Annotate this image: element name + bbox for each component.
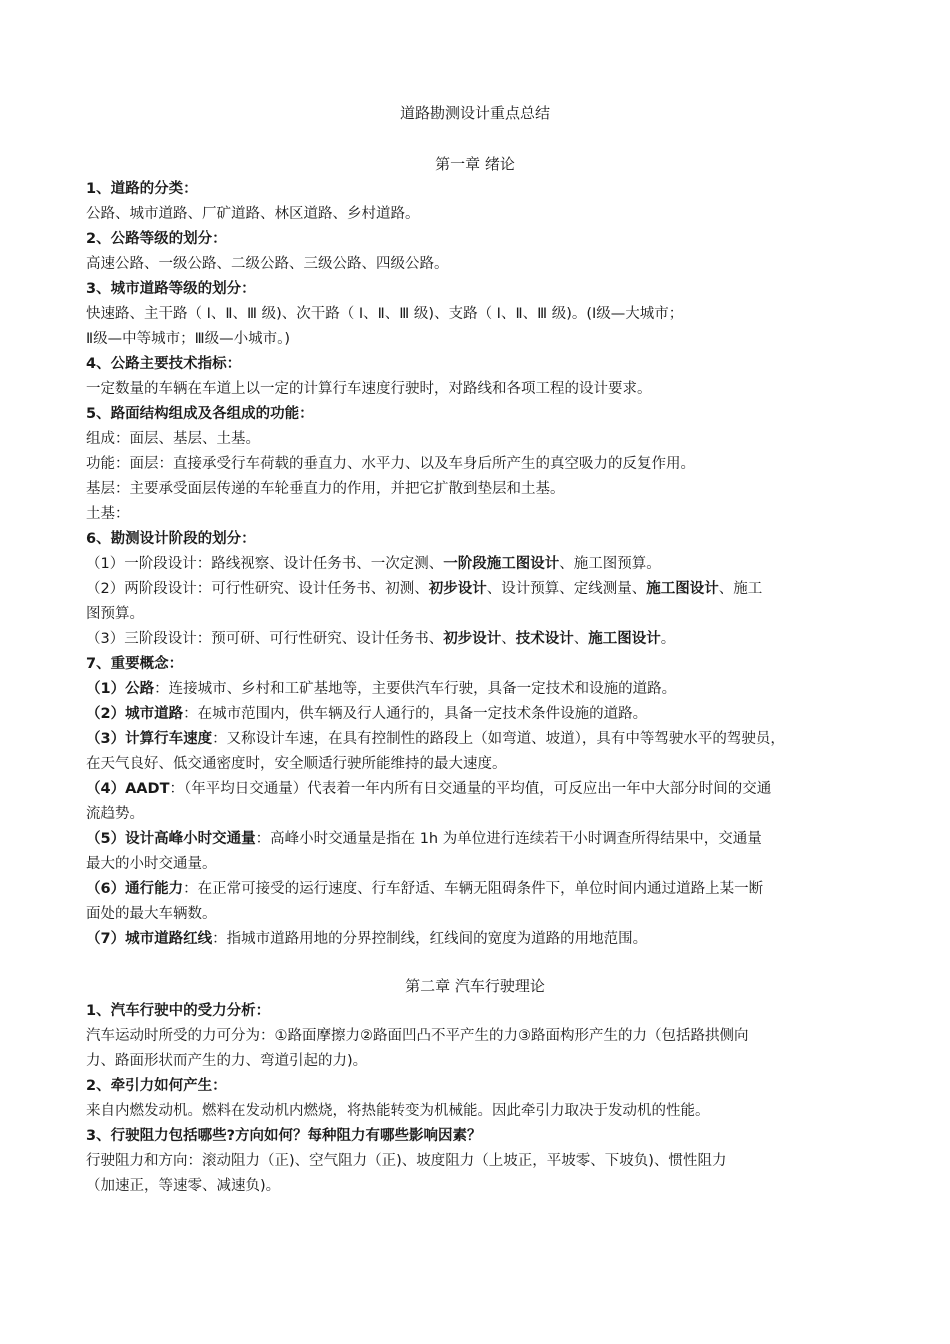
design-stage-2-cont: 图预算。	[86, 606, 144, 622]
section-text: 汽车运动时所受的力可分为：①路面摩擦力②路面凹凸不平产生的力③路面构形产生的力（包括路拱侧向	[86, 1028, 749, 1044]
design-stage-1: （1）一阶段设计：路线视察、设计任务书、一次定测、一阶段施工图设计、施工图预算。	[86, 556, 661, 572]
section-heading: 7、重要概念：	[86, 656, 184, 672]
concept-aadt-cont: 流趋势。	[86, 806, 144, 822]
section-heading: 4、公路主要技术指标：	[86, 356, 242, 372]
concept-urban-road: （2）城市道路：在城市范围内，供车辆及行人通行的，具备一定技术条件设施的道路。	[86, 706, 648, 722]
section-text: Ⅱ级—中等城市；Ⅲ级—小城市。)	[86, 331, 291, 347]
concept-peak-hour-volume-cont: 最大的小时交通量。	[86, 856, 217, 872]
section-text: （加速正，等速零、减速负)。	[86, 1178, 281, 1194]
section-text: 快速路、主干路（ Ⅰ、Ⅱ、Ⅲ 级)、次干路（ Ⅰ、Ⅱ、Ⅲ 级)、支路（ Ⅰ、Ⅱ、Ⅲ 级)。(Ⅰ级—大城市；	[86, 306, 684, 322]
section-text: 行驶阻力和方向：滚动阻力（正)、空气阻力（正)、坡度阻力（上坡正，平坡零、下坡负)、惯性阻力	[86, 1153, 727, 1169]
section-text: 土基：	[86, 506, 130, 522]
chapter-2-title: 第二章 汽车行驶理论	[405, 977, 545, 995]
section-heading: 6、勘测设计阶段的划分：	[86, 531, 256, 547]
section-text: 一定数量的车辆在车道上以一定的计算行车速度行驶时，对路线和各项工程的设计要求。	[86, 381, 652, 397]
design-stage-2: （2）两阶段设计：可行性研究、设计任务书、初测、初步设计、设计预算、定线测量、施工图设计、施工	[86, 581, 763, 597]
concept-design-speed-cont: 在天气良好、低交通密度时，安全顺适行驶所能维持的最大速度。	[86, 756, 507, 772]
section-heading: 2、牵引力如何产生：	[86, 1078, 227, 1094]
section-text: 来自内燃发动机。燃料在发动机内燃烧，将热能转变为机械能。因此牵引力取决于发动机的性能。	[86, 1103, 710, 1119]
section-text: 基层：主要承受面层传递的车轮垂直力的作用，并把它扩散到垫层和土基。	[86, 481, 565, 497]
concept-highway: （1）公路：连接城市、乡村和工矿基地等，主要供汽车行驶，具备一定技术和设施的道路。	[86, 681, 677, 697]
section-heading: 1、汽车行驶中的受力分析：	[86, 1003, 271, 1019]
section-heading: 1、道路的分类：	[86, 181, 198, 197]
section-heading: 3、行驶阻力包括哪些?方向如何？每种阻力有哪些影响因素？	[86, 1128, 482, 1144]
section-text: 力、路面形状而产生的力、弯道引起的力)。	[86, 1053, 368, 1069]
design-stage-3: （3）三阶段设计：预可研、可行性研究、设计任务书、初步设计、技术设计、施工图设计。	[86, 631, 676, 647]
concept-design-speed: （3）计算行车速度：又称设计车速，在具有控制性的路段上（如弯道、坡道），具有中等驾驶水平的驾驶员，	[86, 731, 785, 747]
section-heading: 3、城市道路等级的划分：	[86, 281, 256, 297]
concept-capacity: （6）通行能力：在正常可接受的运行速度、行车舒适、车辆无阻碍条件下，单位时间内通过道路上某一断	[86, 881, 764, 897]
concept-red-line: （7）城市道路红线：指城市道路用地的分界控制线，红线间的宽度为道路的用地范围。	[86, 931, 648, 947]
concept-capacity-cont: 面处的最大车辆数。	[86, 906, 217, 922]
concept-aadt: （4）AADT：（年平均日交通量）代表着一年内所有日交通量的平均值，可反应出一年中大部分时间的交通	[86, 781, 772, 797]
section-text: 公路、城市道路、厂矿道路、林区道路、乡村道路。	[86, 206, 420, 222]
section-heading: 5、路面结构组成及各组成的功能：	[86, 406, 314, 422]
section-heading: 2、公路等级的划分：	[86, 231, 227, 247]
section-text: 功能：面层：直接承受行车荷载的垂直力、水平力、以及车身后所产生的真空吸力的反复作用。	[86, 456, 695, 472]
chapter-1-title: 第一章 绪论	[435, 155, 515, 173]
section-text: 组成：面层、基层、土基。	[86, 431, 260, 447]
document-title: 道路勘测设计重点总结	[399, 104, 550, 122]
concept-peak-hour-volume: （5）设计高峰小时交通量：高峰小时交通量是指在 1h 为单位进行连续若干小时调查所得结果中，交通量	[86, 831, 762, 847]
section-text: 高速公路、一级公路、二级公路、三级公路、四级公路。	[86, 256, 449, 272]
